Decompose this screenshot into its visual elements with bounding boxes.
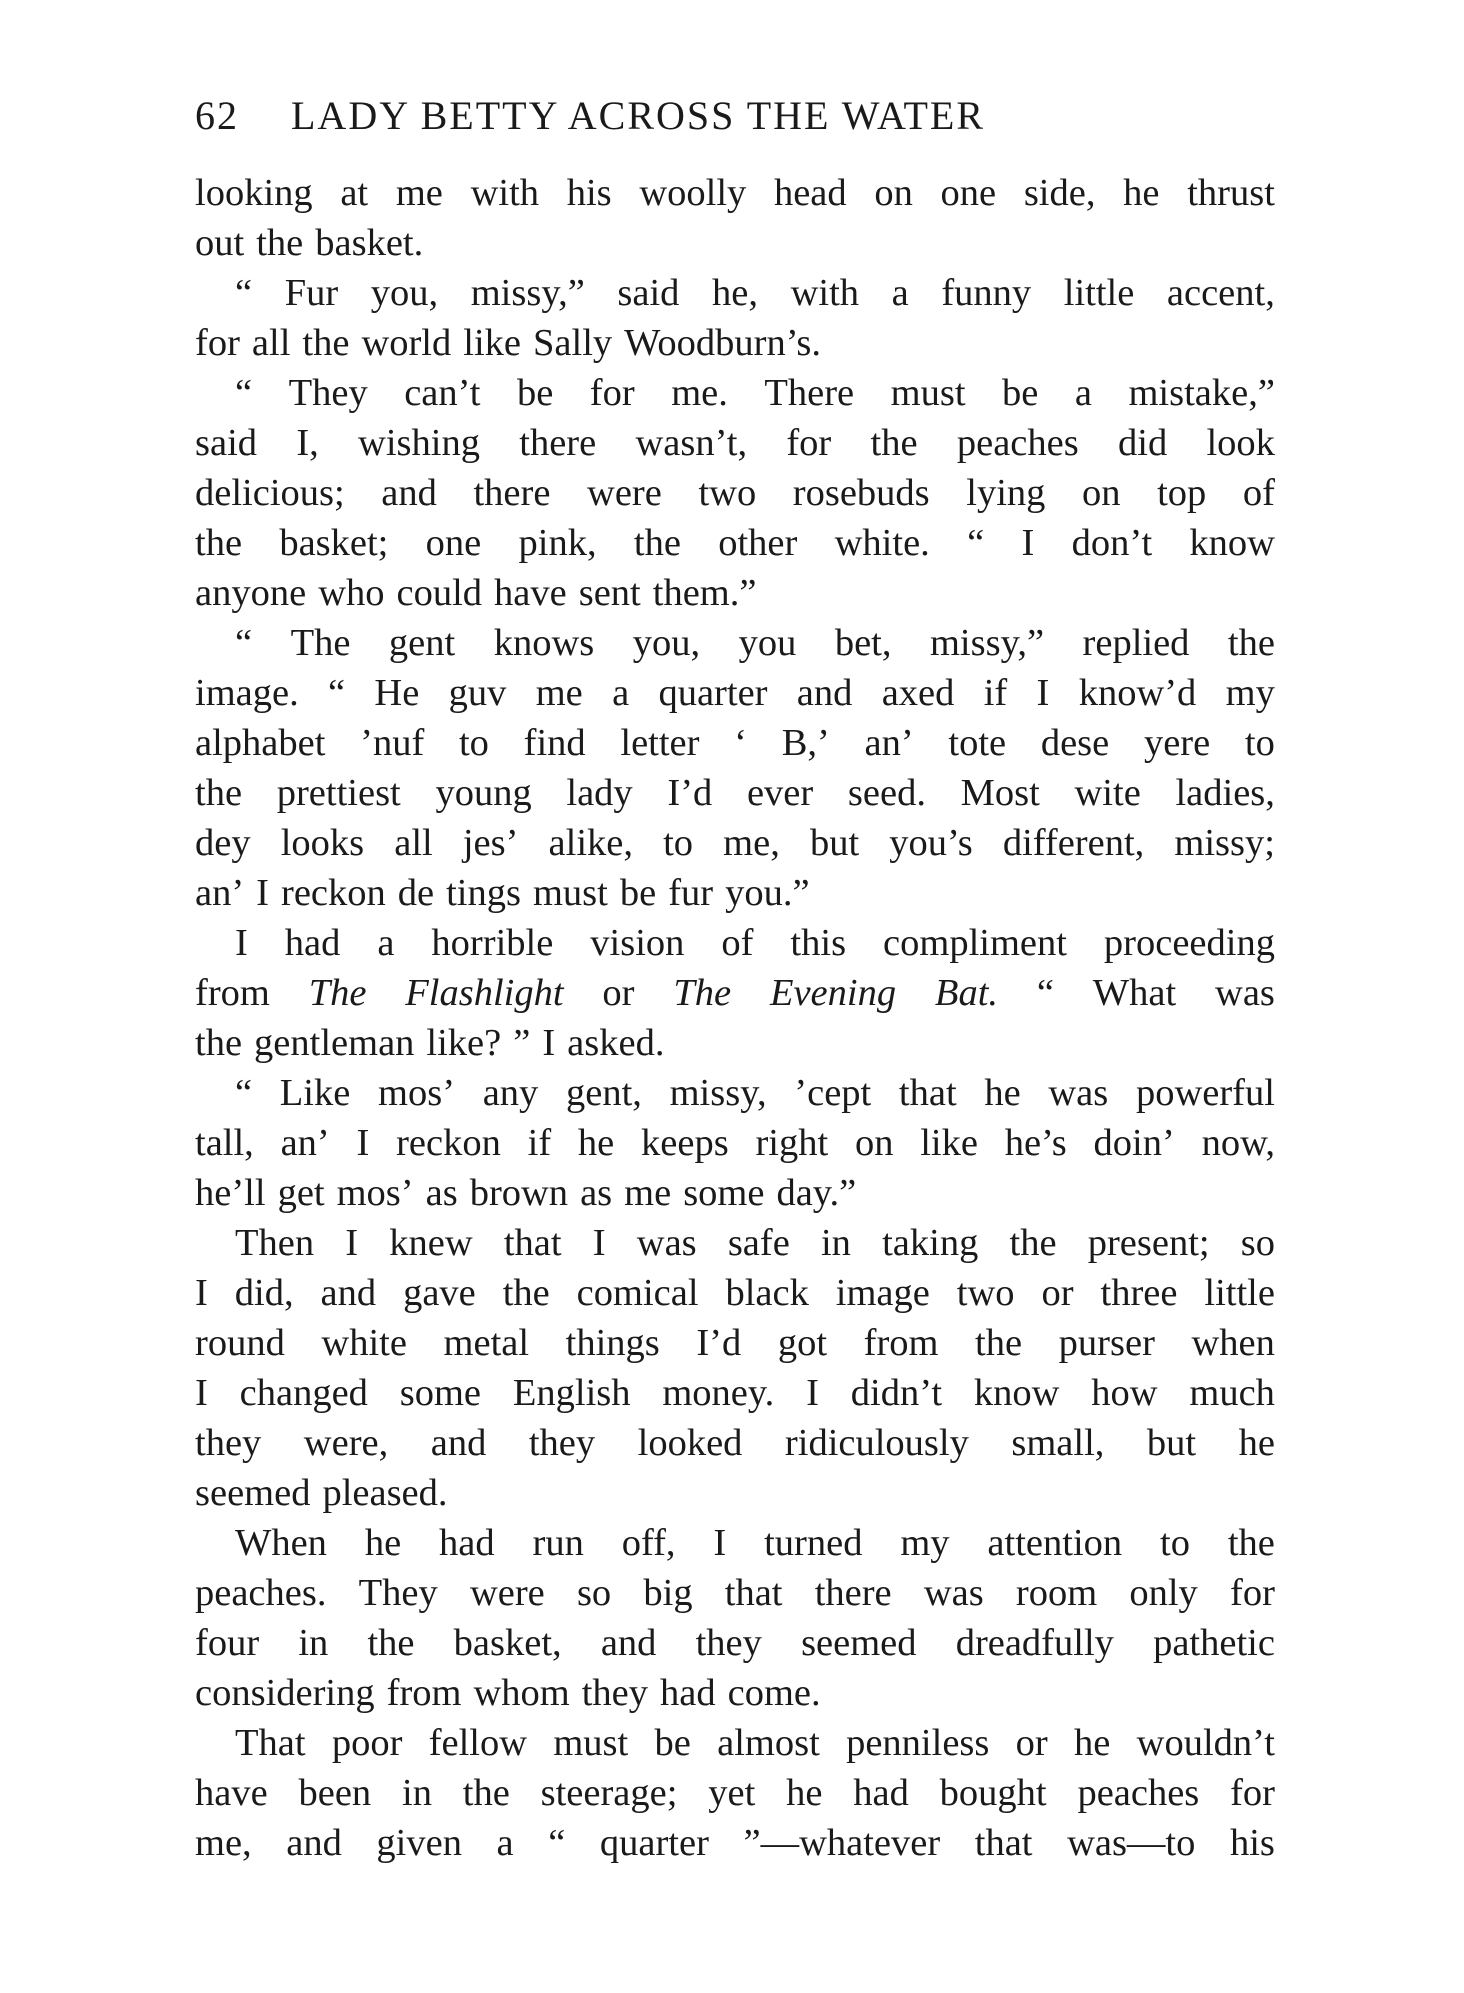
text-line: “ Like mos’ any gent, missy, ’cept that he was powerful (235, 1072, 1275, 1114)
page-number: 62 (195, 93, 239, 138)
text-line: looking at me with his woolly head on one side, he thrust (195, 172, 1275, 214)
text-line: out the basket. (195, 222, 424, 264)
text-line: four in the basket, and they seemed dreadfully pathetic (195, 1622, 1275, 1664)
text-line: “ The gent knows you, you bet, missy,” replied the (235, 622, 1275, 664)
text-line: I changed some English money. I didn’t know how much (195, 1372, 1275, 1414)
text-line: the prettiest young lady I’d ever seed. Most wite ladies, (195, 772, 1275, 814)
text-line: I did, and gave the comical black image two or three little (195, 1272, 1275, 1314)
text-line: for all the world like Sally Woodburn’s. (195, 322, 822, 364)
text-line: dey looks all jes’ alike, to me, but you’s different, missy; (195, 822, 1275, 864)
page-header (195, 92, 1285, 152)
text-line: peaches. They were so big that there was room only for (195, 1572, 1275, 1614)
text-line: round white metal things I’d got from the purser when (195, 1322, 1275, 1364)
text-line: I had a horrible vision of this compliment proceeding (235, 922, 1275, 964)
text-line: delicious; and there were two rosebuds lying on top of (195, 472, 1275, 514)
text-line: Then I knew that I was safe in taking the present; so (235, 1222, 1275, 1264)
text-line: the basket; one pink, the other white. “ I don’t know (195, 522, 1275, 564)
text-line: “ Fur you, missy,” said he, with a funny little accent, (235, 272, 1275, 314)
text-line: tall, an’ I reckon if he keeps right on like he’s doin’ now, (195, 1122, 1275, 1164)
text-line: anyone who could have sent them.” (195, 572, 757, 614)
running-title: LADY BETTY ACROSS THE WATER (291, 93, 986, 138)
text-line: an’ I reckon de tings must be fur you.” (195, 872, 810, 914)
text-line: When he had run off, I turned my attention to the (235, 1522, 1275, 1564)
text-line: That poor fellow must be almost penniless or he wouldn’t (235, 1722, 1275, 1764)
text-line: from The Flashlight or The Evening Bat. “ What was (195, 972, 1275, 1014)
text-line: have been in the steerage; yet he had bought peaches for (195, 1772, 1275, 1814)
text-line: me, and given a “ quarter ”—whatever that was—to his (195, 1822, 1275, 1864)
body-text (195, 168, 1275, 1868)
text-line: seemed pleased. (195, 1472, 448, 1514)
text-line: considering from whom they had come. (195, 1672, 821, 1714)
text-line: alphabet ’nuf to find letter ‘ B,’ an’ tote dese yere to (195, 722, 1275, 764)
text-line: the gentleman like? ” I asked. (195, 1022, 665, 1064)
text-line: he’ll get mos’ as brown as me some day.” (195, 1172, 857, 1214)
text-line: “ They can’t be for me. There must be a mistake,” (235, 372, 1275, 414)
text-line: they were, and they looked ridiculously small, but he (195, 1422, 1275, 1464)
text-line: image. “ He guv me a quarter and axed if I know’d my (195, 672, 1275, 714)
text-line: said I, wishing there wasn’t, for the peaches did look (195, 422, 1275, 464)
